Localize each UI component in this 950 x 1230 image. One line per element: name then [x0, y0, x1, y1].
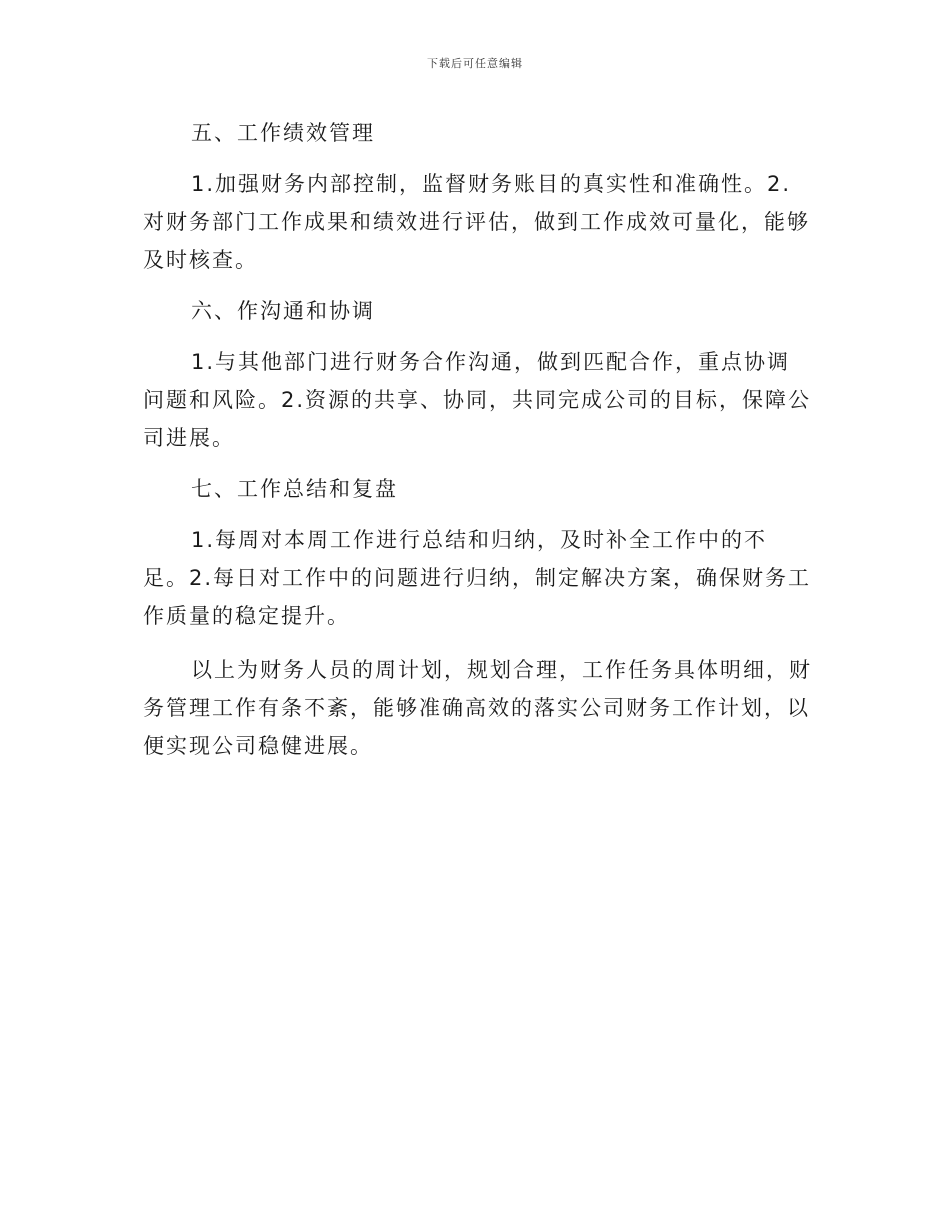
section-heading: 七、工作总结和复盘 [191, 477, 398, 501]
section-paragraph: 1.每周对本周工作进行总结和归纳，及时补全工作中的不足。2.每日对工作中的问题进行归纳，制定解决方案，确保财务工作质量的稳定提升。 [143, 528, 812, 628]
section-communication [143, 295, 813, 457]
document-body [143, 117, 813, 781]
conclusion-paragraph: 以上为财务人员的周计划，规划合理，工作任务具体明细，财务管理工作有条不紊，能够准确高效的落实公司财务工作计划，以便实现公司稳健进展。 [143, 658, 812, 758]
section-paragraph: 1.加强财务内部控制，监督财务账目的真实性和准确性。2.对财务部门工作成果和绩效进行评估，做到工作成效可量化，能够及时核查。 [143, 172, 810, 272]
section-heading: 五、工作绩效管理 [191, 121, 375, 145]
section-performance [143, 117, 813, 279]
section-summary [143, 473, 813, 635]
section-heading: 六、作沟通和协调 [191, 299, 375, 323]
section-paragraph: 1.与其他部门进行财务合作沟通，做到匹配合作，重点协调问题和风险。2.资源的共享、协同，共同完成公司的目标，保障公司进展。 [143, 350, 812, 450]
page-header: 下载后可任意编辑 [427, 57, 523, 70]
